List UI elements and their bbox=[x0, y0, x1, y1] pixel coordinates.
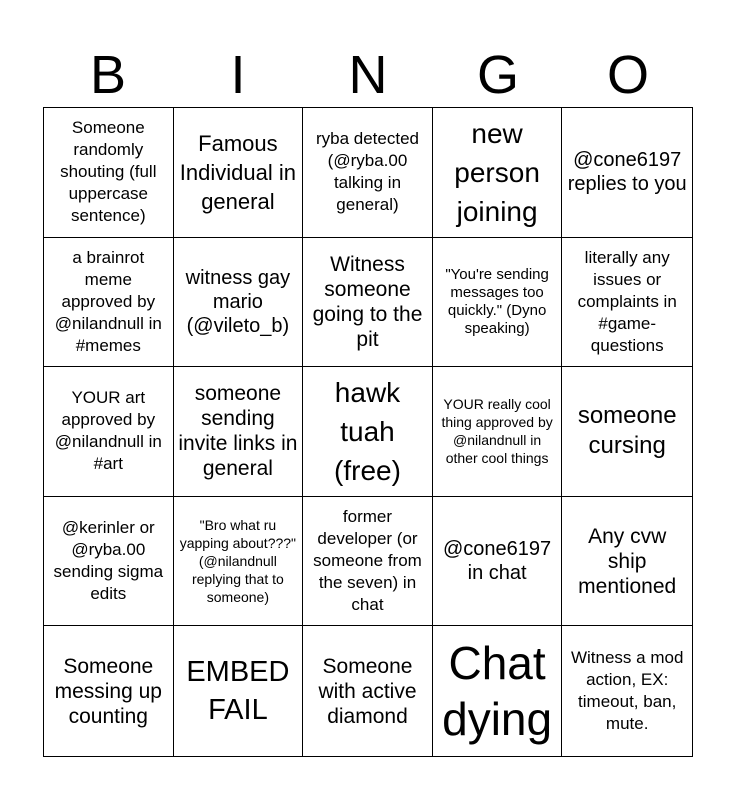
bingo-cell[interactable] bbox=[174, 238, 304, 368]
cell-text: new person joining bbox=[454, 117, 540, 227]
header-letter-g: G bbox=[476, 45, 519, 105]
cell-text: Chat dying bbox=[442, 637, 553, 746]
bingo-header bbox=[43, 42, 693, 108]
cell-text: ryba detected (@ryba.00 talking in general) bbox=[315, 129, 419, 215]
cell-text: Any cvw ship mentioned bbox=[578, 524, 677, 598]
cell-text: hawk tuah (free) bbox=[334, 376, 401, 486]
bingo-cell[interactable] bbox=[44, 497, 174, 627]
bingo-cell[interactable] bbox=[433, 367, 563, 497]
cell-text: YOUR really cool thing approved by @nilandnull in other cool things bbox=[441, 396, 553, 467]
bingo-cell[interactable] bbox=[562, 626, 692, 756]
bingo-cell[interactable] bbox=[174, 626, 304, 756]
bingo-cell[interactable] bbox=[433, 626, 563, 756]
bingo-cell[interactable] bbox=[562, 367, 692, 497]
cell-text: @cone6197 replies to you bbox=[567, 149, 687, 196]
bingo-cell[interactable] bbox=[44, 626, 174, 756]
bingo-cell[interactable] bbox=[303, 367, 433, 497]
cell-text: a brainrot meme approved by @nilandnull in #memes bbox=[54, 247, 162, 355]
bingo-cell[interactable] bbox=[562, 108, 692, 238]
bingo-cell[interactable] bbox=[303, 497, 433, 627]
cell-text: "You're sending messages too quickly." (Dyno speaking) bbox=[445, 265, 549, 337]
bingo-cell[interactable] bbox=[562, 238, 692, 368]
cell-text: YOUR art approved by @nilandnull in #art bbox=[54, 388, 162, 474]
cell-text: Witness someone going to the pit bbox=[312, 252, 423, 351]
cell-text: @kerinler or @ryba.00 sending sigma edits bbox=[53, 518, 164, 604]
cell-text: former developer (or someone from the seven) in chat bbox=[313, 507, 422, 615]
cell-text: Someone messing up counting bbox=[54, 654, 162, 728]
cell-text: witness gay mario (@vileto_b) bbox=[185, 266, 291, 337]
cell-text: Someone randomly shouting (full uppercase sentence) bbox=[60, 118, 157, 226]
cell-text: @cone6197 in chat bbox=[443, 538, 552, 585]
bingo-cell[interactable] bbox=[174, 497, 304, 627]
bingo-cell[interactable] bbox=[44, 108, 174, 238]
cell-text: Witness a mod action, EX: timeout, ban, mute. bbox=[570, 648, 684, 734]
bingo-cell[interactable] bbox=[303, 626, 433, 756]
cell-text: literally any issues or complaints in #game-questions bbox=[577, 247, 677, 355]
cell-text: someone cursing bbox=[577, 402, 677, 460]
bingo-cell[interactable] bbox=[433, 238, 563, 368]
header-letter-n: N bbox=[348, 45, 388, 105]
bingo-cell[interactable] bbox=[174, 108, 304, 238]
cell-text: "Bro what ru yapping about???" (@nilandnull replying that to someone) bbox=[179, 517, 297, 606]
cell-text: someone sending invite links in general bbox=[178, 382, 298, 481]
bingo-cell[interactable] bbox=[433, 108, 563, 238]
bingo-cell[interactable] bbox=[44, 367, 174, 497]
header-letter-o: O bbox=[606, 45, 649, 105]
bingo-cell[interactable] bbox=[44, 238, 174, 368]
bingo-cell[interactable] bbox=[303, 238, 433, 368]
bingo-cell[interactable] bbox=[174, 367, 304, 497]
bingo-board bbox=[43, 107, 693, 757]
cell-text: Famous Individual in general bbox=[179, 130, 296, 214]
cell-text: Someone with active diamond bbox=[318, 654, 417, 728]
bingo-cell[interactable] bbox=[433, 497, 563, 627]
header-letter-i: I bbox=[230, 45, 246, 105]
header-letter-b: B bbox=[89, 45, 127, 105]
bingo-cell[interactable] bbox=[303, 108, 433, 238]
bingo-cell[interactable] bbox=[562, 497, 692, 627]
cell-text: EMBED FAIL bbox=[186, 656, 290, 727]
